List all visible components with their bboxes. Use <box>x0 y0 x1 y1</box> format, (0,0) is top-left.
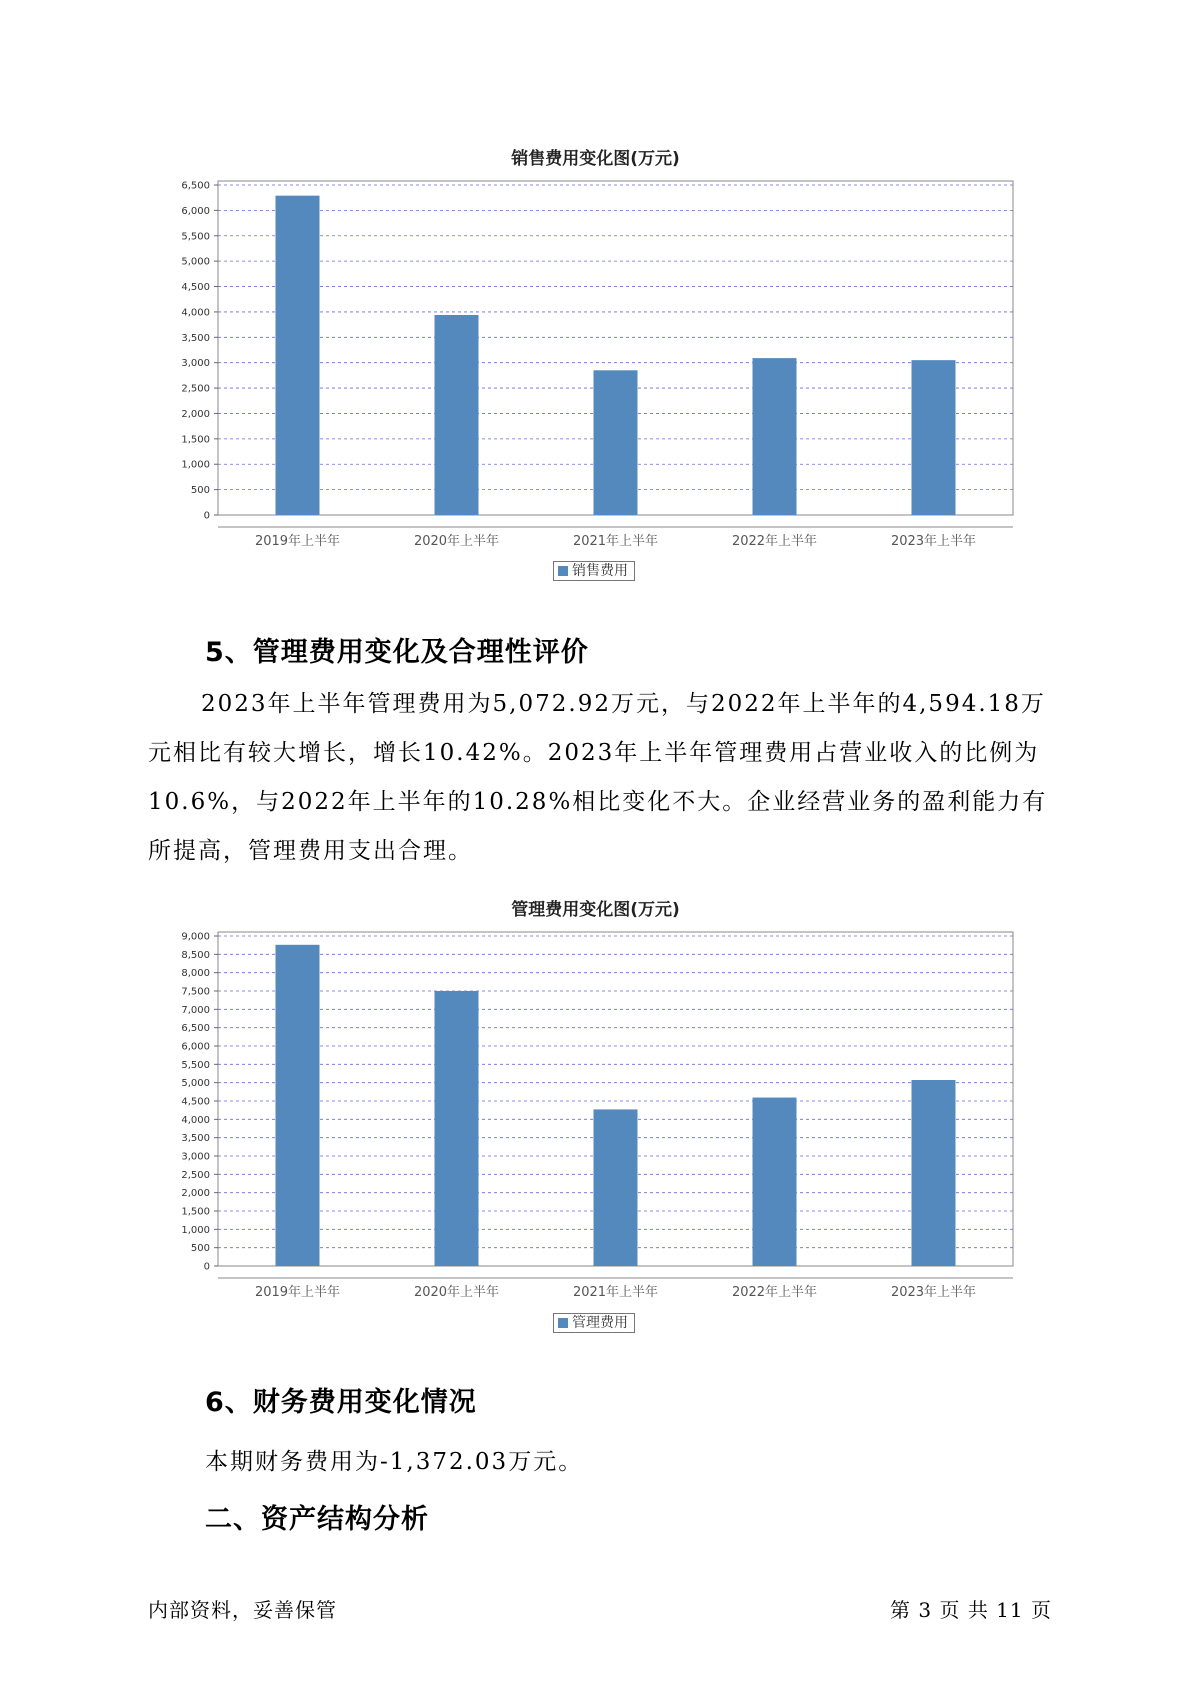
chart2-title: 管理费用变化图(万元) <box>511 900 680 920</box>
chart1-ytick-label: 4,000 <box>181 307 210 319</box>
chart2-ytick-label: 1,000 <box>181 1224 210 1236</box>
chart1-ytick-label: 2,500 <box>181 383 210 395</box>
section5-heading: 5、管理费用变化及合理性评价 <box>205 637 589 668</box>
chart1-category-label: 2022年上半年 <box>731 534 818 549</box>
chart1-ytick-label: 500 <box>190 485 210 497</box>
chart2-category-label: 2022年上半年 <box>731 1285 818 1300</box>
chart1-bar <box>594 370 638 515</box>
chart1-bar <box>276 196 320 515</box>
footer-left: 内部资料，妥善保管 <box>148 1598 337 1622</box>
sales-expense-chart <box>0 175 1191 555</box>
chart2-ytick-label: 5,500 <box>181 1059 210 1071</box>
chart1-ytick-label: 6,000 <box>181 205 210 217</box>
chart2-ytick-label: 2,000 <box>181 1188 210 1200</box>
chart1-ytick-label: 4,500 <box>181 282 210 294</box>
chart2-legend <box>553 1313 635 1333</box>
chart1-title: 销售费用变化图(万元) <box>511 149 680 169</box>
chart1-category-label: 2021年上半年 <box>572 534 659 549</box>
chart1-legend <box>553 561 635 581</box>
chart2-category-label: 2023年上半年 <box>890 1285 977 1300</box>
chart2-ytick-label: 0 <box>203 1261 210 1273</box>
chart2-ytick-label: 3,500 <box>181 1133 210 1145</box>
chart1-ytick-label: 1,000 <box>181 459 210 471</box>
chart1-ytick-label: 2,000 <box>181 408 210 420</box>
section6-line: 本期财务费用为-1,372.03万元。 <box>205 1449 584 1475</box>
chart2-category-label: 2019年上半年 <box>254 1285 341 1300</box>
chart1-ytick-label: 1,500 <box>181 434 210 446</box>
chart1-category-label: 2019年上半年 <box>254 534 341 549</box>
chart1-category-label: 2023年上半年 <box>890 534 977 549</box>
chart2-bar <box>912 1080 956 1266</box>
chart1-ytick-label: 0 <box>203 510 210 522</box>
chart2-category-label: 2021年上半年 <box>572 1285 659 1300</box>
legend-swatch <box>558 1318 568 1328</box>
chart2-bar <box>594 1109 638 1266</box>
section6-heading: 6、财务费用变化情况 <box>205 1387 477 1418</box>
chart1-bar <box>753 358 797 515</box>
chart2-ytick-label: 6,000 <box>181 1041 210 1053</box>
chart1-ytick-label: 5,500 <box>181 231 210 243</box>
chart2-ytick-label: 4,500 <box>181 1096 210 1108</box>
chart1-category-label: 2020年上半年 <box>413 534 500 549</box>
chart2-category-label: 2020年上半年 <box>413 1285 500 1300</box>
footer-page-number: 第 3 页 共 11 页 <box>890 1598 1052 1622</box>
chart1-ytick-label: 3,000 <box>181 358 210 370</box>
chart2-bar <box>435 991 479 1266</box>
chart2-ytick-label: 2,500 <box>181 1169 210 1181</box>
chart2-legend-label: 管理费用 <box>572 1315 628 1331</box>
section-two-heading: 二、资产结构分析 <box>205 1504 429 1535</box>
admin-expense-chart <box>0 926 1191 1306</box>
section5-paragraph: 2023年上半年管理费用为5,072.92万元，与2022年上半年的4,594.18万元相比有较大增长，增长10.42%。2023年上半年管理费用占营业收入的比例为10.6%，与2022年上半年的10.28%相比变化不大。企业经营业务的盈利能力有所提高，管理费用支出合理。 <box>148 691 1048 864</box>
chart2-ytick-label: 8,500 <box>181 949 210 961</box>
chart1-legend-label: 销售费用 <box>572 563 628 579</box>
chart2-ytick-label: 8,000 <box>181 968 210 980</box>
chart1-ytick-label: 6,500 <box>181 180 210 192</box>
chart2-ytick-label: 5,000 <box>181 1078 210 1090</box>
chart2-ytick-label: 3,000 <box>181 1151 210 1163</box>
chart1-bar <box>912 360 956 515</box>
chart2-ytick-label: 7,000 <box>181 1004 210 1016</box>
chart2-ytick-label: 7,500 <box>181 986 210 998</box>
chart2-ytick-label: 1,500 <box>181 1206 210 1218</box>
chart1-ytick-label: 3,500 <box>181 332 210 344</box>
chart1-ytick-label: 5,000 <box>181 256 210 268</box>
chart1-bar <box>435 315 479 515</box>
chart2-bar <box>276 945 320 1266</box>
legend-swatch <box>558 566 568 576</box>
chart2-ytick-label: 9,000 <box>181 931 210 943</box>
chart2-ytick-label: 4,000 <box>181 1114 210 1126</box>
chart2-bar <box>753 1098 797 1266</box>
chart2-ytick-label: 500 <box>190 1243 210 1255</box>
chart2-ytick-label: 6,500 <box>181 1023 210 1035</box>
